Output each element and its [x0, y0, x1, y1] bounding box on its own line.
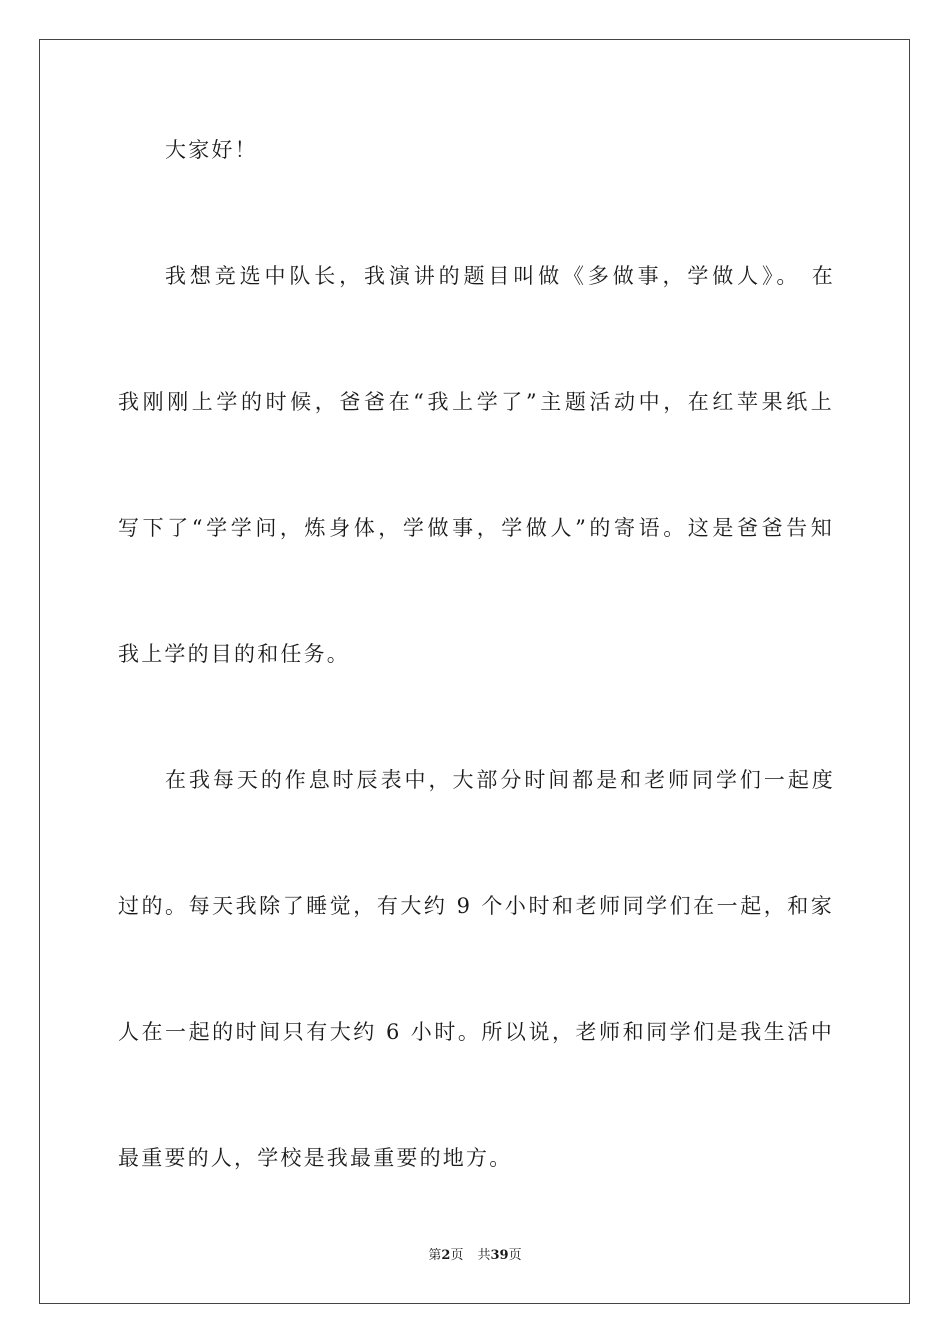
greeting-line: 大家好！	[165, 138, 258, 162]
paragraph-1-line-1: 我想竞选中队长，我演讲的题目叫做《多做事，学做人》。 在	[165, 264, 835, 288]
page-prefix: 第	[428, 1248, 442, 1263]
paragraph-1-line-4: 我上学的目的和任务。	[118, 642, 350, 666]
paragraph-2-line-2: 过的。每天我除了睡觉，有大约 9 个小时和老师同学们在一起，和家	[118, 894, 834, 918]
paragraph-2-line-4: 最重要的人，学校是我最重要的地方。	[118, 1146, 513, 1170]
page-footer	[0, 1247, 950, 1265]
total-suffix: 页	[508, 1248, 522, 1263]
page-suffix: 页	[450, 1248, 464, 1263]
total-prefix: 共	[477, 1248, 491, 1263]
paragraph-1-line-3: 写下了“学学问，炼身体，学做事，学做人”的寄语。这是爸爸告知	[118, 516, 834, 540]
page-border	[39, 39, 910, 1304]
paragraph-1-line-2: 我刚刚上学的时候，爸爸在“我上学了”主题活动中，在红苹果纸上	[118, 390, 834, 414]
paragraph-2-line-3: 人在一起的时间只有大约 6 小时。所以说，老师和同学们是我生活中	[118, 1020, 834, 1044]
page-number: 2	[441, 1248, 451, 1263]
paragraph-2-line-1: 在我每天的作息时辰表中，大部分时间都是和老师同学们一起度	[165, 768, 835, 792]
total-pages: 39	[490, 1248, 509, 1263]
